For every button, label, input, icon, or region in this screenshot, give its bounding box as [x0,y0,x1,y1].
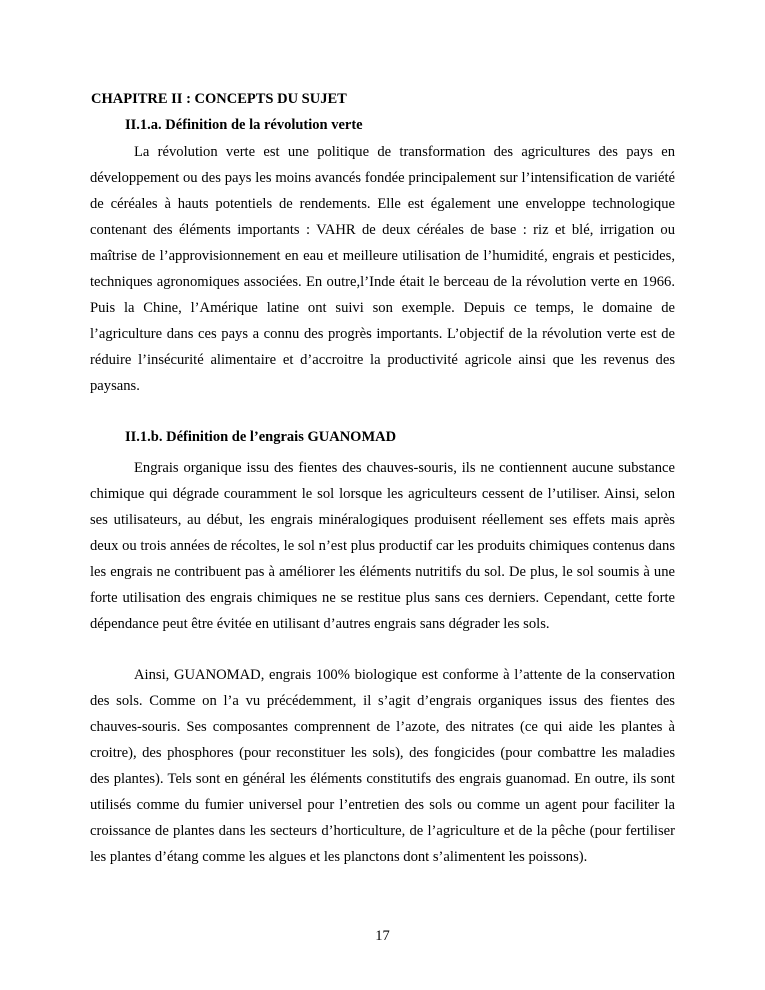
paragraph-guanomad-definition: Engrais organique issu des fientes des chauves-souris, ils ne contiennent aucune substance chimique qui dégrade couramment le sol lorsque les agriculteurs cessent de l’utiliser. Ainsi, selon ses utilisateurs, au début, les engrais minéralogiques produisent réellement ses effets mais après deux ou trois années de récoltes, le sol n’est plus productif car les produits chimiques contenus dans les engrais ne contribuent pas à améliorer les éléments nutritifs du sol. De plus, le sol soumis à une forte utilisation des engrais chimiques ne se restitue plus sans ces derniers. Cependant, cette forte dépendance peut être évitée en utilisant d’autres engrais sans dégrader les sols. [90,460,675,632]
chapter-title: CHAPITRE II : CONCEPTS DU SUJET [91,91,347,107]
section-heading-guanomad: II.1.b. Définition de l’engrais GUANOMAD [125,429,397,445]
page-number: 17 [375,928,390,944]
section-heading-revolution-verte: II.1.a. Définition de la révolution verte [125,117,363,133]
paragraph-guanomad-composition: Ainsi, GUANOMAD, engrais 100% biologique est conforme à l’attente de la conservation des sols. Comme on l’a vu précédemment, il s’agit d’engrais organiques issus des fientes des chauves-souris. Ses composantes comprennent de l’azote, des nitrates (ce qui aide les plantes à croitre), des phosphores (pour reconstituer les sols), des fongicides (pour combattre les maladies des plantes). Tels sont en général les éléments constitutifs des engrais guanomad. En outre, ils sont utilisés comme du fumier universel pour l’entretien des sols ou comme un agent pour faciliter la croissance de plantes dans les secteurs d’horticulture, de l’agriculture et de la pêche (pour fertiliser les plantes d’étang comme les algues et les planctons dont s’alimentent les poissons). [90,667,675,865]
paragraph-revolution-verte: La révolution verte est une politique de transformation des agricultures des pays en développement ou des pays les moins avancés fondée principalement sur l’intensification de variété de céréales à hauts potentiels de rendements. Elle est également une enveloppe technologique contenant des éléments importants : VAHR de deux céréales de base : riz et blé, irrigation ou maîtrise de l’approvisionnement en eau et meilleure utilisation de l’humidité, engrais et pesticides, techniques agronomiques associées. En outre,l’Inde était le berceau de la révolution verte en 1966. Puis la Chine, l’Amérique latine ont suivi son exemple. Depuis ce temps, le domaine de l’agriculture dans ces pays a connu des progrès importants. L’objectif de la révolution verte est de réduire l’insécurité alimentaire et d’accroitre la productivité agricole ainsi que les revenus des paysans. [90,144,675,394]
